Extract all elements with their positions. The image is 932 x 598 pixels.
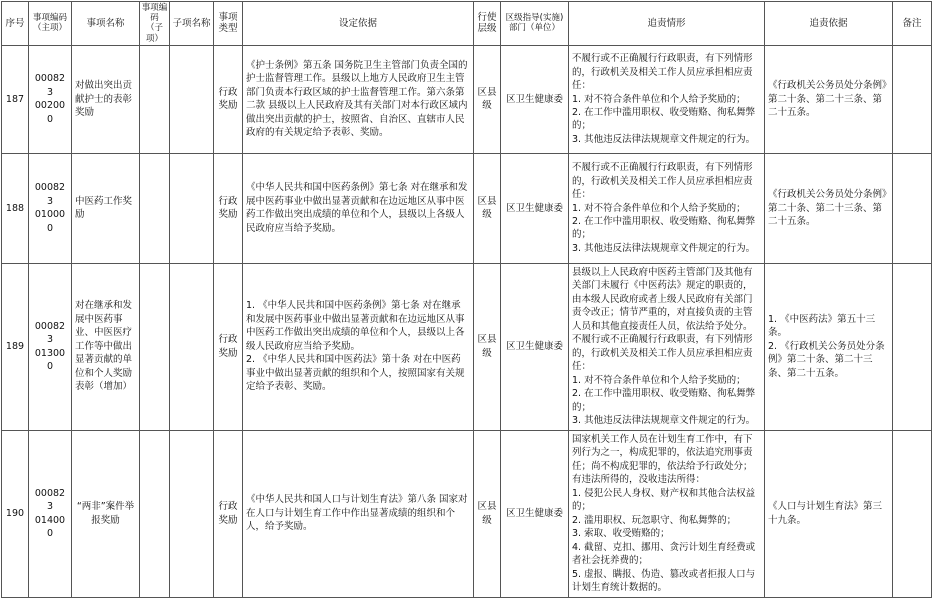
table-row	[2, 263, 932, 430]
cell-seq: 189	[2, 263, 29, 430]
header-basis: 设定依据	[243, 2, 474, 46]
cell-level: 区县 级	[474, 153, 501, 263]
cell-basis: 《中华人民共和国中医药条例》第七条 对在继承和发展中医药事业中做出显著贡献和在边远地区从事中医药工作做出突出成绩的单位和个人，县级以上各级人民政府应当给予奖励。	[243, 153, 474, 263]
cell-code-sub	[140, 153, 170, 263]
cell-name: 对在继承和发展中医药事业、中医医疗工作等中做出显著贡献的单位和个人奖励表彰（增加）	[72, 263, 140, 430]
cell-name: “两非”案件举报奖励	[72, 430, 140, 597]
cell-level: 区县 级	[474, 430, 501, 597]
cell-name: 中医药工作奖励	[72, 153, 140, 263]
cell-duty-basis: 《行政机关公务员处分条例》第二十条、第二十三条、第二十五条。	[765, 153, 893, 263]
cell-code: 000823 014000	[29, 430, 72, 597]
cell-level: 区县 级	[474, 263, 501, 430]
cell-basis: 1. 《中华人民共和国中医药条例》第七条 对在继承和发展中医药事业中做出显著贡献和在边远地区从事中医药工作做出突出成绩的单位和个人，县级以上各级人民政府应当给予奖励。 2. 《中华人民共和国中医药法》第十条 对在中医药事业中做出显著贡献的组织和个人，按照国家有关规定给予表彰、奖励。	[243, 263, 474, 430]
cell-type: 行政 奖励	[214, 153, 243, 263]
cell-seq: 188	[2, 153, 29, 263]
table-row	[2, 45, 932, 153]
cell-code-sub	[140, 45, 170, 153]
header-seq: 序号	[2, 2, 29, 46]
cell-code-sub	[140, 430, 170, 597]
cell-dept: 区卫生健康委	[501, 153, 569, 263]
cell-sub-name	[170, 45, 214, 153]
cell-code: 000823 002000	[29, 45, 72, 153]
cell-basis: 《中华人民共和国人口与计划生育法》第八条 国家对在人口与计划生育工作中作出显著成绩的组织和个人，给予奖励。	[243, 430, 474, 597]
cell-code: 000823 013000	[29, 263, 72, 430]
cell-name: 对做出突出贡献护士的表彰奖励	[72, 45, 140, 153]
cell-remark	[893, 45, 932, 153]
cell-type: 行政 奖励	[214, 430, 243, 597]
cell-level: 区县 级	[474, 45, 501, 153]
header-sub-name: 子项名称	[170, 2, 214, 46]
cell-duty-basis: 《人口与计划生育法》第三十九条。	[765, 430, 893, 597]
cell-remark	[893, 263, 932, 430]
cell-remark	[893, 153, 932, 263]
cell-sub-name	[170, 263, 214, 430]
header-code-main: 事项编码 （主项）	[29, 2, 72, 46]
cell-sub-name	[170, 430, 214, 597]
cell-seq: 190	[2, 430, 29, 597]
cell-duty: 国家机关工作人员在计划生育工作中，有下列行为之一，构成犯罪的，依法追究刑事责任；尚不构成犯罪的，依法给予行政处分；有违法所得的，没收违法所得： 1. 侵犯公民人身权、财产权和其他合法权益的； 2. 滥用职权、玩忽职守、徇私舞弊的； 3. 索取、收受贿赂的； 4. 截留、克扣、挪用、贪污计划生育经费或者社会抚养费的； 5. 虚报、瞒报、伪造、篡改或者拒报人口与计划生育统计数据的。	[569, 430, 765, 597]
header-remark: 备注	[893, 2, 932, 46]
table-row	[2, 430, 932, 597]
cell-dept: 区卫生健康委	[501, 45, 569, 153]
cell-dept: 区卫生健康委	[501, 263, 569, 430]
header-level: 行使 层级	[474, 2, 501, 46]
cell-duty: 县级以上人民政府中医药主管部门及其他有关部门未履行《中医药法》规定的职责的，由本级人民政府或者上级人民政府有关部门责令改正；情节严重的，对直接负责的主管人员和其他直接责任人员，依法给予处分。 不履行或不正确履行行政职责，有下列情形的，行政机关及相关工作人员应承担相应责任： 1. 对不符合条件单位和个人给予奖励的； 2. 在工作中滥用职权、收受贿赂、徇私舞弊的； 3. 其他违反法律法规规章文件规定的行为。	[569, 263, 765, 430]
cell-basis: 《护士条例》第五条 国务院卫生主管部门负责全国的护士监督管理工作。县级以上地方人民政府卫生主管部门负责本行政区域的护士监督管理工作。第六条第二款 县级以上人民政府及其有关部门对本行政区域内做出突出贡献的护士，按照省、自治区、直辖市人民政府的有关规定给予表彰、奖励。	[243, 45, 474, 153]
cell-code-sub	[140, 263, 170, 430]
cell-remark	[893, 430, 932, 597]
cell-type: 行政 奖励	[214, 45, 243, 153]
table-header	[2, 2, 932, 46]
cell-duty-basis: 1. 《中医药法》第五十三条。 2. 《行政机关公务员处分条例》第二十条、第二十三条、第二十五条。	[765, 263, 893, 430]
cell-code: 000823 010000	[29, 153, 72, 263]
header-type: 事项 类型	[214, 2, 243, 46]
responsibility-table	[1, 1, 932, 598]
cell-duty: 不履行或不正确履行行政职责，有下列情形的，行政机关及相关工作人员应承担相应责任： 1. 对不符合条件单位和个人给予奖励的； 2. 在工作中滥用职权、收受贿赂、徇私舞弊的； 3. 其他违反法律法规规章文件规定的行为。	[569, 45, 765, 153]
cell-sub-name	[170, 153, 214, 263]
header-duty: 追责情形	[569, 2, 765, 46]
cell-duty-basis: 《行政机关公务员处分条例》第二十条、第二十三条、第二十五条。	[765, 45, 893, 153]
cell-seq: 187	[2, 45, 29, 153]
cell-duty: 不履行或不正确履行行政职责，有下列情形的，行政机关及相关工作人员应承担相应责任： 1. 对不符合条件单位和个人给予奖励的； 2. 在工作中滥用职权、收受贿赂、徇私舞弊的； 3. 其他违反法律法规规章文件规定的行为。	[569, 153, 765, 263]
header-code-sub: 事项编码 （子项）	[140, 2, 170, 46]
cell-dept: 区卫生健康委	[501, 430, 569, 597]
cell-type: 行政 奖励	[214, 263, 243, 430]
header-dept: 区级指导(实施) 部门（单位）	[501, 2, 569, 46]
header-duty-basis: 追责依据	[765, 2, 893, 46]
header-name: 事项名称	[72, 2, 140, 46]
table-row	[2, 153, 932, 263]
